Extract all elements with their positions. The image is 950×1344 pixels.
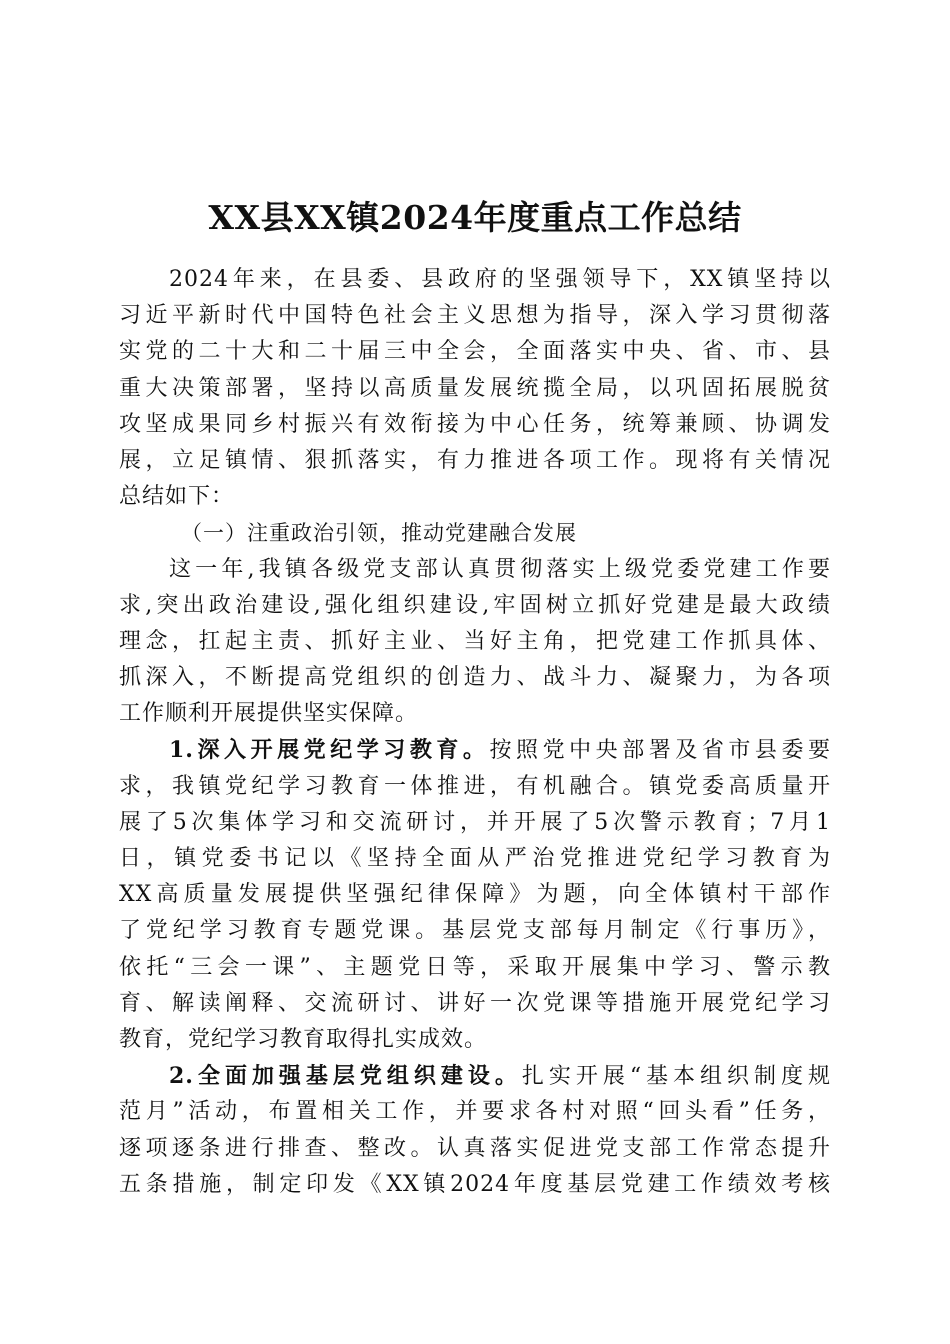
paragraph-first-line — [119, 732, 831, 768]
paragraph-line: 范月”活动，布置相关工作，并要求各村对照“回头看”任务， — [119, 1099, 831, 1125]
paragraph-text: 按照党中央部署及省市县委要 — [489, 738, 831, 764]
paragraph-line: 育、解读阐释、交流研讨、讲好一次党课等措施开展党纪学习 — [119, 990, 831, 1016]
paragraph-first-line — [119, 1058, 831, 1094]
paragraph-line: 日，镇党委书记以《坚持全面从严治党推进党纪学习教育为 — [119, 846, 831, 871]
paragraph-line: 这一年,我镇各级党支部认真贯彻落实上级党委党建工作要 — [169, 556, 831, 582]
paragraph-line: 展，立足镇情、狠抓落实，有力推进各项工作。现将有关情况 — [119, 447, 831, 473]
paragraph-line: 求，我镇党纪学习教育一体推进，有机融合。镇党委高质量开 — [119, 773, 831, 799]
document-body — [119, 262, 831, 1203]
paragraph-line: XX高质量发展提供坚强纪律保障》为题，向全体镇村干部作 — [119, 882, 831, 908]
paragraph-line: 依托“三会一课”、主题党日等，采取开展集中学习、警示教 — [119, 954, 831, 980]
paragraph-line: 求,突出政治建设,强化组织建设,牢固树立抓好党建是最大政绩 — [119, 592, 831, 618]
paragraph-line: 逐项逐条进行排查、整改。认真落实促进党支部工作常态提升 — [119, 1135, 831, 1161]
paragraph-line: 2024年来，在县委、县政府的坚强领导下，XX镇坚持以 — [169, 267, 831, 292]
section-heading: （一）注重政治引领，推动党建融合发展 — [181, 521, 577, 546]
paragraph-line: 了党纪学习教育专题党课。基层党支部每月制定《行事历》， — [119, 918, 831, 944]
paragraph-line: 习近平新时代中国特色社会主义思想为指导，深入学习贯彻落 — [119, 303, 831, 329]
paragraph-line: 展了5次集体学习和交流研讨，并开展了5次警示教育；7月1 — [119, 809, 831, 835]
paragraph-line: 实党的二十大和二十届三中全会，全面落实中央、省、市、县 — [119, 339, 831, 365]
subsection-lead: 2.全面加强基层党组织建设。 — [169, 1063, 522, 1090]
paragraph-line: 攻坚成果同乡村振兴有效衔接为中心任务，统筹兼顾、协调发 — [119, 411, 831, 437]
paragraph-line: 理念，扛起主责、抓好主业、当好主角，把党建工作抓具体、 — [119, 628, 831, 654]
subsection-lead: 1.深入开展党纪学习教育。 — [169, 737, 490, 764]
paragraph-line: 总结如下： — [119, 484, 235, 510]
paragraph-text: 扎实开展“基本组织制度规 — [521, 1064, 832, 1090]
paragraph-line: 教育，党纪学习教育取得扎实成效。 — [119, 1026, 488, 1052]
paragraph-line: 工作顺利开展提供坚实保障。 — [119, 701, 419, 727]
paragraph-line: 重大决策部署，坚持以高质量发展统揽全局，以巩固拓展脱贫 — [119, 375, 831, 401]
paragraph-line: 五条措施，制定印发《XX镇2024年度基层党建工作绩效考核 — [119, 1171, 831, 1197]
paragraph-line: 抓深入，不断提高党组织的创造力、战斗力、凝聚力，为各项 — [119, 665, 831, 691]
document-title: XX县XX镇2024年度重点工作总结 — [208, 198, 742, 237]
